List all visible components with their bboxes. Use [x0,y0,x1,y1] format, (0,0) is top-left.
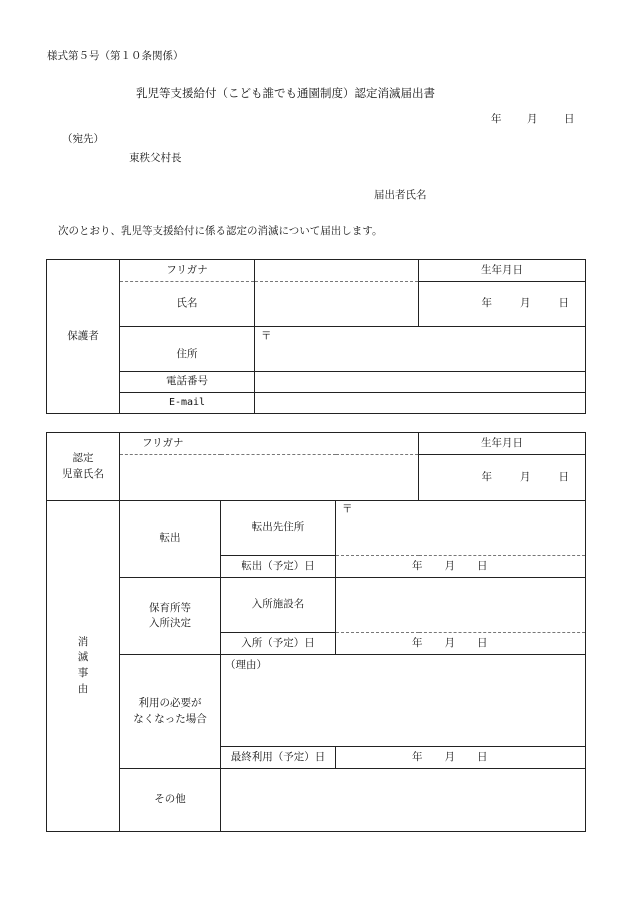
guardian-birthdate-field[interactable]: 年 月 日 [419,282,586,327]
last-use-date-field[interactable]: 年 月 日 [336,747,586,769]
admission-date-field[interactable]: 年 月 日 [336,633,586,655]
reason-text-field[interactable] [221,655,586,747]
postal-mark: 〒 [261,330,272,342]
move-out-address-field[interactable] [336,501,586,556]
last-use-date-label: 最終利用（予定）日 [221,747,336,769]
guardian-furigana-label: フリガナ [120,260,255,282]
guardian-table [46,259,586,414]
guardian-name-label: 氏名 [120,282,255,327]
addressee-label: （宛先） [62,133,104,145]
statement: 次のとおり、乳児等支援給付に係る認定の消滅について届出します。 [58,225,383,237]
facility-name-label: 入所施設名 [221,578,336,633]
date-year: 年 [491,113,502,125]
reason-nursery-label: 保育所等 入所決定 [120,578,221,655]
reason-label: （理由） [225,659,267,671]
reason-section-label: 消 滅 事 由 [47,501,120,832]
date-month: 月 [527,113,538,125]
move-out-address-label: 転出先住所 [221,501,336,556]
reason-other-label: その他 [120,769,221,832]
child-reason-table [46,432,586,832]
child-birthdate-label: 生年月日 [419,433,586,455]
facility-name-field[interactable] [336,578,586,633]
guardian-phone-field[interactable] [255,372,586,393]
guardian-phone-label: 電話番号 [120,372,255,393]
move-out-date-label: 転出（予定）日 [221,556,336,578]
form-number: 様式第５号（第１０条関係） [47,50,184,62]
guardian-section-label: 保護者 [47,260,120,414]
guardian-email-label: E-mail [120,393,255,414]
postal-mark: 〒 [342,503,353,515]
guardian-birthdate-label: 生年月日 [419,260,586,282]
move-out-date-field[interactable]: 年 月 日 [336,556,586,578]
reason-move-out-label: 転出 [120,501,221,578]
child-furigana-label: フリガナ [142,436,184,449]
guardian-email-field[interactable] [255,393,586,414]
addressee: 東秩父村長 [129,152,182,164]
child-name-field[interactable] [120,455,419,501]
child-furigana-field[interactable] [120,433,419,455]
guardian-address-field[interactable] [255,327,586,372]
child-section-label: 認定 児童氏名 [47,433,120,501]
submitter-name-label: 届出者氏名 [374,189,427,201]
guardian-name-field[interactable] [255,282,419,327]
admission-date-label: 入所（予定）日 [221,633,336,655]
reason-not-needed-label: 利用の必要が なくなった場合 [120,655,221,769]
reason-other-field[interactable] [221,769,586,832]
guardian-furigana-field[interactable] [255,260,419,282]
guardian-address-label: 住所 [120,327,255,372]
date-day: 日 [564,113,575,125]
child-birthdate-field[interactable]: 年 月 日 [419,455,586,501]
form-title: 乳児等支援給付（こども誰でも通園制度）認定消滅届出書 [136,86,435,100]
